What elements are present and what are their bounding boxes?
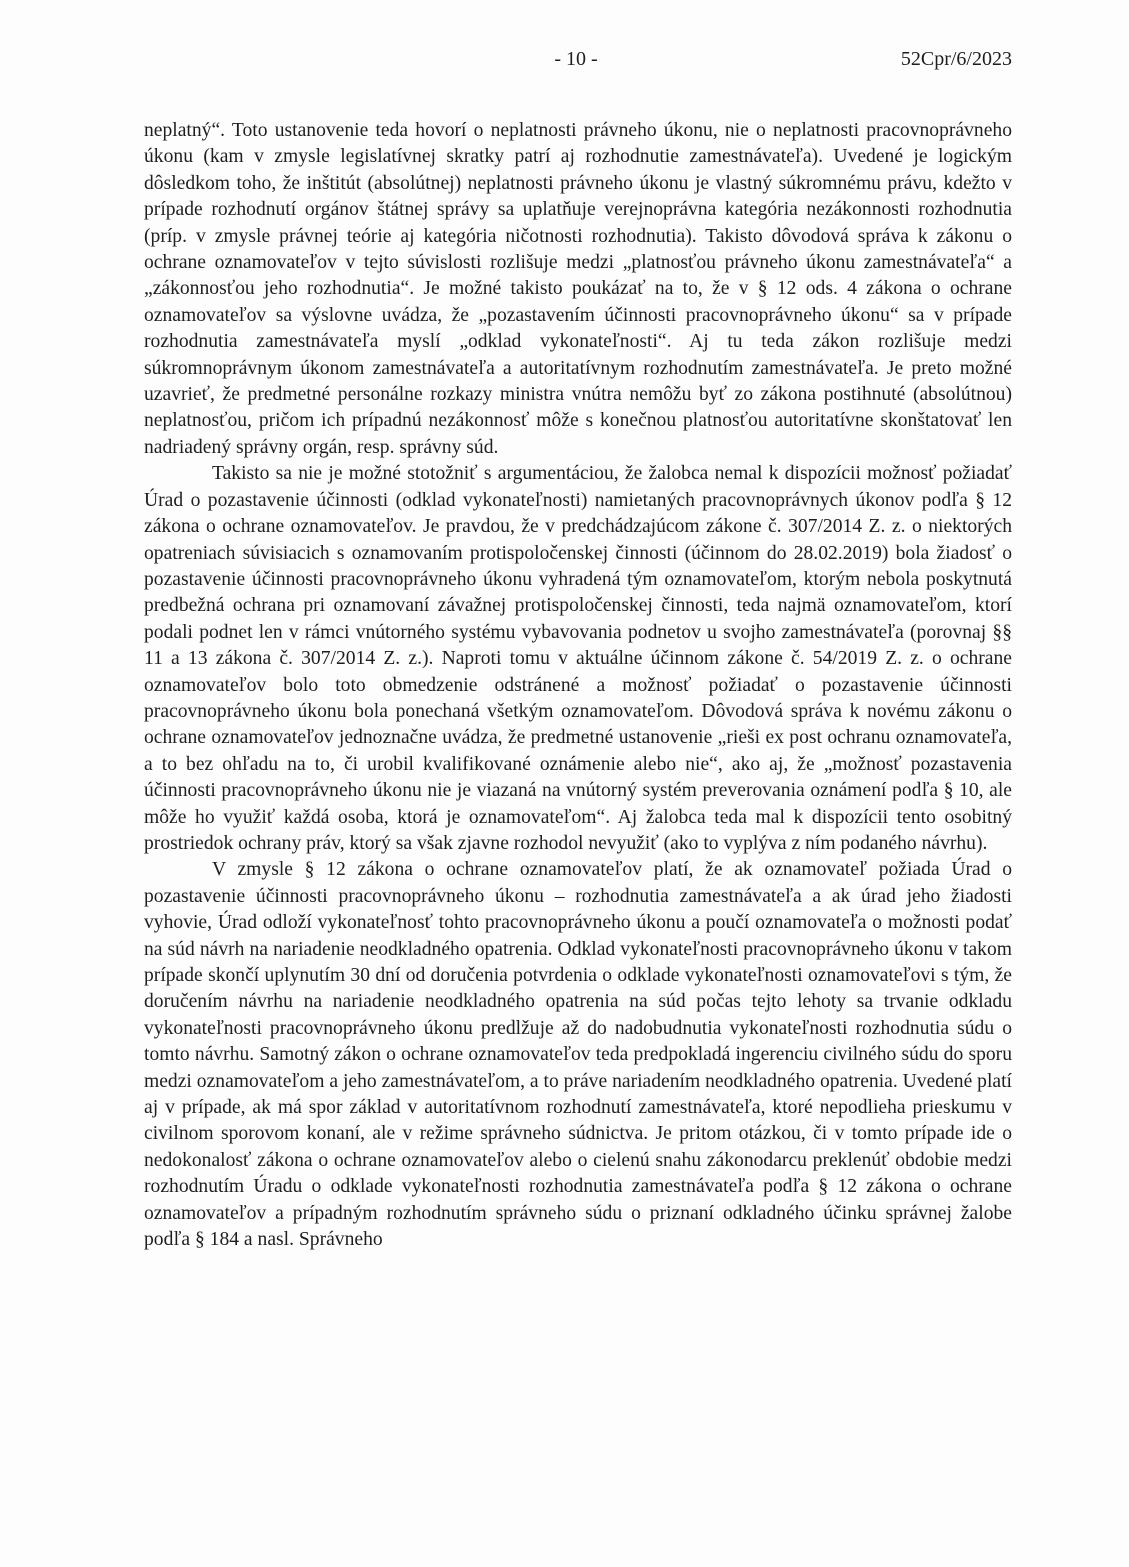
page-header: [140, 48, 1012, 78]
paragraph: V zmysle § 12 zákona o ochrane oznamovateľov platí, že ak oznamovateľ požiada Úrad o pozastavenie účinnosti pracovnoprávneho úkonu – rozhodnutia zamestnávateľa a ak úrad jeho žiadosti vyhovie, Úrad odloží vykonateľnosť tohto pracovnoprávneho úkonu a poučí oznamovateľa o možnosti podať na súd návrh na nariadenie neodkladného opatrenia. Odklad vykonateľnosti pracovnoprávneho úkonu v takom prípade skončí uplynutím 30 dní od doručenia potvrdenia o odklade vykonateľnosti oznamovateľovi s tým, že doručením návrhu na nariadenie neodkladného opatrenia na súd počas tejto lehoty sa trvanie odkladu vykonateľnosti pracovnoprávneho úkonu predlžuje až do nadobudnutia vykonateľnosti rozhodnutia súdu o tomto návrhu. Samotný zákon o ochrane oznamovateľov teda predpokladá ingerenciu civilného súdu do sporu medzi oznamovateľom a jeho zamestnávateľom, a to práve nariadením neodkladného opatrenia. Uvedené platí aj v prípade, ak má spor základ v autoritatívnom rozhodnutí zamestnávateľa, ktoré nepodlieha prieskumu v civilnom sporovom konaní, ale v režime správneho súdnictva. Je pritom otázkou, či v tomto prípade ide o nedokonalosť zákona o ochrane oznamovateľov alebo o cielenú snahu zákonodarcu preklenúť obdobie medzi rozhodnutím Úradu o odklade vykonateľnosti rozhodnutia zamestnávateľa podľa § 12 zákona o ochrane oznamovateľov a prípadným rozhodnutím správneho súdu o priznaní odkladného účinku správnej žalobe podľa § 184 a nasl. Správneho: [144, 859, 1012, 1251]
paragraph: neplatný“. Toto ustanovenie teda hovorí o neplatnosti právneho úkonu, nie o neplatnosti pracovnoprávneho úkonu (kam v zmysle legislatívnej skratky patrí aj rozhodnutie zamestnávateľa). Uvedené je logickým dôsledkom toho, že inštitút (absolútnej) neplatnosti právneho úkonu je vlastný súkromnému právu, kdežto v prípade rozhodnutí orgánov štátnej správy sa uplatňuje verejnoprávna kategória nezákonnosti rozhodnutia (príp. v zmysle právnej teórie aj kategória ničotnosti rozhodnutia). Takisto dôvodová správa k zákonu o ochrane oznamovateľov v tejto súvislosti rozlišuje medzi „platnosťou právneho úkonu zamestnávateľa“ a „zákonnosťou jeho rozhodnutia“. Je možné takisto poukázať na to, že v § 12 ods. 4 zákona o ochrane oznamovateľov sa výslovne uvádza, že „pozastavením účinnosti pracovnoprávneho úkonu“ sa v prípade rozhodnutia zamestnávateľa myslí „odklad vykonateľnosti“. Aj tu teda zákon rozlišuje medzi súkromnoprávnym úkonom zamestnávateľa a autoritatívnym rozhodnutím zamestnávateľa. Je preto možné uzavrieť, že predmetné personálne rozkazy ministra vnútra nemôžu byť zo zákona postihnuté (absolútnou) neplatnosťou, pričom ich prípadnú nezákonnosť môže s konečnou platnosťou autoritatívne skonštatovať len nadriadený správny orgán, resp. správny súd.: [144, 120, 1012, 458]
document-body: [144, 118, 1012, 1253]
case-number: 52Cpr/6/2023: [900, 48, 1012, 70]
page-number: - 10 -: [554, 48, 598, 70]
paragraph: Takisto sa nie je možné stotožniť s argumentáciou, že žalobca nemal k dispozícii možnosť požiadať Úrad o pozastavenie účinnosti (odklad vykonateľnosti) namietaných pracovnoprávnych úkonov podľa § 12 zákona o ochrane oznamovateľov. Je pravdou, že v predchádzajúcom zákone č. 307/2014 Z. z. o niektorých opatreniach súvisiacich s oznamovaním protispoločenskej činnosti (účinnom do 28.02.2019) bola žiadosť o pozastavenie účinnosti pracovnoprávneho úkonu vyhradená tým oznamovateľom, ktorým nebola poskytnutá predbežná ochrana pri oznamovaní závažnej protispoločenskej činnosti, teda najmä oznamovateľom, ktorí podali podnet len v rámci vnútorného systému vybavovania podnetov u svojho zamestnávateľa (porovnaj §§ 11 a 13 zákona č. 307/2014 Z. z.). Naproti tomu v aktuálne účinnom zákone č. 54/2019 Z. z. o ochrane oznamovateľov bolo toto obmedzenie odstránené a možnosť požiadať o pozastavenie účinnosti pracovnoprávneho úkonu bola ponechaná všetkým oznamovateľom. Dôvodová správa k novému zákonu o ochrane oznamovateľov jednoznačne uvádza, že predmetné ustanovenie „rieši ex post ochranu oznamovateľa, a to bez ohľadu na to, či urobil kvalifikované oznámenie alebo nie“, ako aj, že „možnosť pozastavenia účinnosti pracovnoprávneho úkonu nie je viazaná na vnútorný systém preverovania oznámení podľa § 10, ale môže ho využiť každá osoba, ktorá je oznamovateľom“. Aj žalobca teda mal k dispozícii tento osobitný prostriedok ochrany práv, ktorý sa však zjavne rozhodol nevyužiť (ako to vyplýva z ním podaného návrhu).: [144, 463, 1012, 854]
